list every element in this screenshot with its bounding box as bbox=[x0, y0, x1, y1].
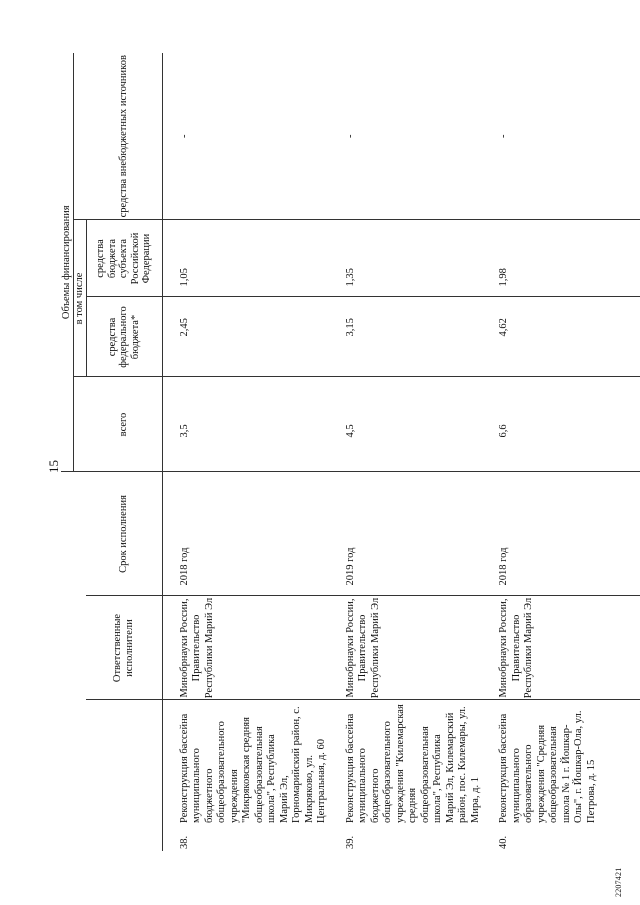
table-row bbox=[329, 53, 483, 851]
federal-value: 4,62 bbox=[482, 297, 640, 377]
row-number: 40. bbox=[498, 835, 509, 849]
project-name: Реконструкция бассейна муниципального бюджетного общеобразовательного учреждения "Килемарская средняя общеобразовательная школа", Республика Марий Эл, Килемарский район, пос. Килемары, ул. Мира, д. 1 bbox=[344, 704, 481, 823]
funding-table bbox=[61, 53, 640, 851]
extra-value: - bbox=[162, 53, 329, 220]
deadline: 2018 год bbox=[162, 472, 329, 596]
federal-value: 3,15 bbox=[329, 297, 483, 377]
deadline: 2018 год bbox=[482, 472, 640, 596]
row-number: 39. bbox=[344, 835, 356, 849]
document-code: 2207421 bbox=[614, 867, 623, 897]
page-number: 15 bbox=[46, 460, 61, 473]
project-name: Реконструкция бассейна муниципального образовательного учреждения "Средняя общеобразовательная школа № 1 г. Йошкар-Олы", г. Йошкар-Ола, ул. Петрова, д. 15 bbox=[498, 710, 597, 823]
deadline: 2019 год bbox=[329, 472, 483, 596]
table-row bbox=[482, 53, 640, 851]
project-name: Реконструкция бассейна муниципального бюджетного общеобразовательного учреждения "Микряковская средняя общеобразовательная школа", Республика Марий Эл, Горномарийский район, с. Микряково, ул. Центральная, д. 60 bbox=[178, 706, 327, 823]
deadline-header: Срок исполнения bbox=[86, 472, 162, 596]
including-header: в том числе bbox=[74, 220, 87, 377]
federal-header: средства федерального бюджета* bbox=[86, 297, 162, 377]
extra-value: - bbox=[329, 53, 483, 220]
executors: Минобрнауки России, Правительство Республики Марий Эл bbox=[482, 596, 640, 700]
executors: Минобрнауки России, Правительство Республики Марий Эл bbox=[162, 596, 329, 700]
total-value: 3,5 bbox=[162, 377, 329, 472]
regional-header: средства бюджета субъекта Российской Федерации bbox=[86, 220, 162, 297]
total-value: 4,5 bbox=[329, 377, 483, 472]
row-number: 38. bbox=[178, 835, 190, 849]
total-header: всего bbox=[86, 377, 162, 472]
responsible-header: Ответственные исполнители bbox=[86, 596, 162, 700]
header-blank bbox=[61, 472, 74, 851]
funding-header: Объемы финансирования bbox=[61, 53, 74, 472]
regional-value: 1,98 bbox=[482, 220, 640, 297]
table-row bbox=[162, 53, 329, 851]
extra-value: - bbox=[482, 53, 640, 220]
executors: Минобрнауки России, Правительство Республики Марий Эл bbox=[329, 596, 483, 700]
extra-header: средства внебюджетных источников bbox=[86, 53, 162, 220]
total-value: 6,6 bbox=[482, 377, 640, 472]
federal-value: 2,45 bbox=[162, 297, 329, 377]
regional-value: 1,05 bbox=[162, 220, 329, 297]
regional-value: 1,35 bbox=[329, 220, 483, 297]
